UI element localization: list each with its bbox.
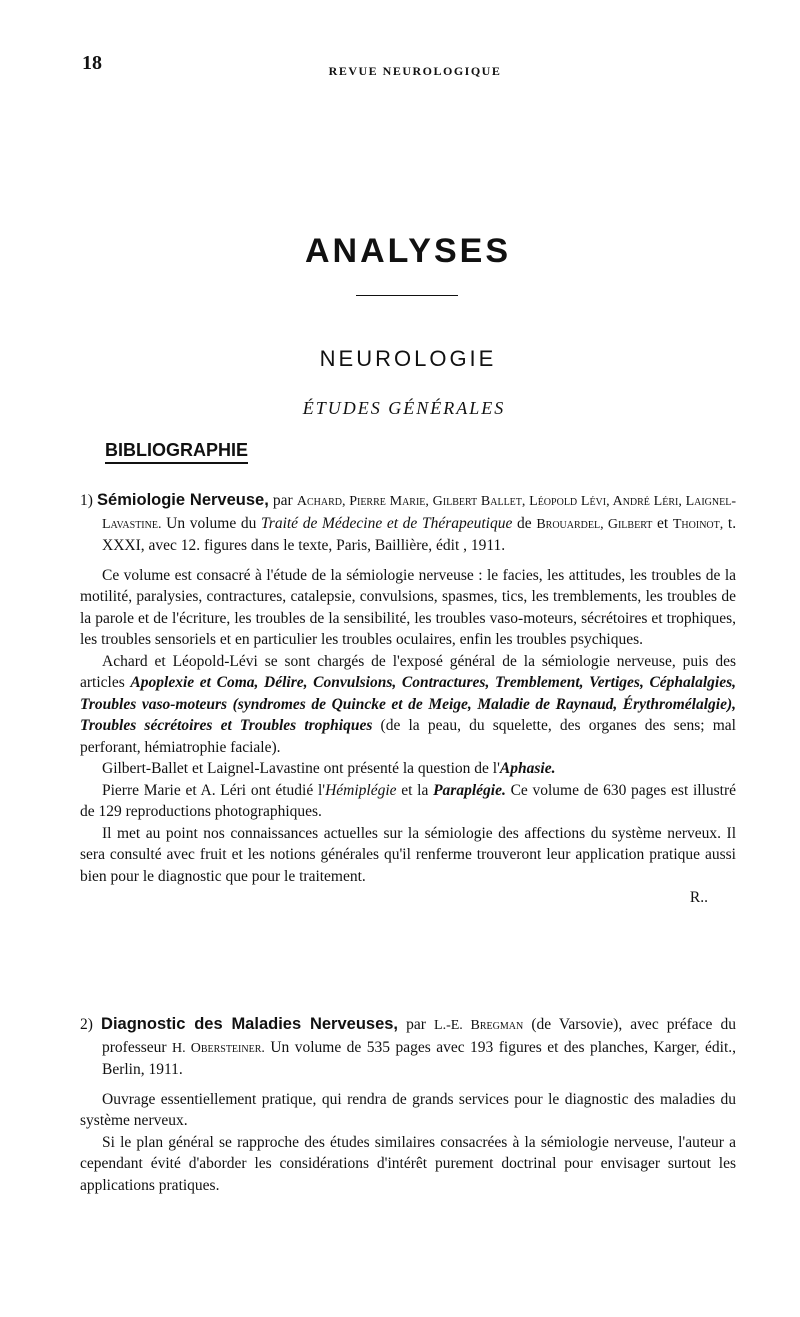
- by-word: par: [272, 492, 293, 509]
- paragraph: Ce volume est consacré à l'étude de la sémiologie nerveuse : le facies, les attitudes, les troubles de la motilité, paralysies, contractures, catalepsie, convulsions, spasmes, tics, les tremblements, les troubles de la parole et de l'écriture, les troubles de la sensibilité, les troubles vaso-moteurs, sécrétoires et trophiques, les troubles sensoriels et en particulier les troubles oculaires, enfin les troubles psychiques.: [80, 566, 736, 648]
- topic: Aphasie.: [499, 760, 556, 777]
- entry-number: 2): [80, 1016, 93, 1033]
- paragraph-text: Ce volume de 630 pages est illustré de 129 reproductions photographiques.: [80, 781, 737, 820]
- topic: Paraplégie.: [433, 781, 506, 799]
- subsection-title: ÉTUDES GÉNÉRALES: [302, 398, 506, 418]
- title-divider: [356, 295, 458, 296]
- citation-text: t. XXXI, avec 12. figures dans le texte, Paris, Baillière, édit , 1911.: [102, 514, 737, 554]
- entry-number: 1): [80, 492, 93, 509]
- reviewer-signature: R..: [689, 889, 708, 906]
- bibliography-heading: BIBLIOGRAPHIE: [105, 440, 248, 464]
- review-entry-1: [80, 490, 736, 909]
- citation-text: de: [517, 514, 532, 532]
- running-header: REVUE NEUROLOGIQUE: [328, 64, 502, 78]
- by-word: par: [406, 1016, 426, 1033]
- paragraph-text: et la: [401, 781, 429, 799]
- paragraph-text: (de la peau, du squelette, des organes des sens; mal perforant, hémiatrophie faciale).: [80, 717, 736, 756]
- section-title: NEUROLOGIE: [319, 346, 497, 371]
- paragraph: [80, 651, 736, 759]
- paragraph-text: Pierre Marie et A. Léri ont étudié l': [102, 781, 326, 799]
- paragraph: [80, 758, 736, 780]
- citation-text: (de Varsovie), avec préface du professeur: [102, 1016, 736, 1056]
- citation-text: Un volume de 535 pages avec 193 figures et des planches, Karger, édit., Berlin, 1911.: [102, 1038, 736, 1078]
- citation-text: Un volume du: [166, 514, 257, 532]
- paragraph-text: Achard et Léopold-Lévi se sont chargés de l'exposé général de la sémiologie nerveuse, puis des articles: [80, 652, 736, 691]
- page-title: ANALYSES: [304, 232, 512, 270]
- paragraph: Si le plan général se rapproche des études similaires consacrées à la sémiologie nerveuse, l'auteur a cependant évité d'aborder les considérations d'intérêt purement doctrinal pour envisager surtout les applications pratiques.: [80, 1133, 736, 1194]
- paragraph: Ouvrage essentiellement pratique, qui rendra de grands services pour le diagnostic des maladies du système nerveux.: [80, 1090, 736, 1129]
- entry-1-citation: [80, 490, 736, 557]
- paragraph-text: Gilbert-Ballet et Laignel-Lavastine ont présenté la question de l': [102, 760, 500, 777]
- entry-author: L.-E. Bregman: [434, 1018, 524, 1033]
- review-entry-2: [80, 1014, 736, 1196]
- paragraph: Il met au point nos connaissances actuelles sur la sémiologie des affections du système nerveux. Il sera consulté avec fruit et les notions générales qu'il renferme trouveront leur application pratique aussi bien pour le diagnostic que pour le traitement.: [80, 824, 736, 885]
- editor-names: Brouardel, Gilbert: [536, 516, 653, 532]
- paragraph: [80, 780, 736, 823]
- topic-list: Apoplexie et Coma, Délire, Convulsions, Contractures, Tremblement, Vertiges, Céphalalgies, Troubles vaso-moteurs (syndromes de Quincke et de Meige, Maladie de Raynaud, Érythromélalgie), Troubles sécrétoires et Troubles trophiques: [80, 674, 737, 734]
- topic: Hémiplégie: [325, 781, 397, 799]
- page-number: 18: [82, 52, 102, 74]
- preface-author: H. Obersteiner.: [172, 1040, 265, 1056]
- entry-title: Sémiologie Nerveuse,: [97, 491, 269, 509]
- work-title: Traité de Médecine et de Thérapeutique: [261, 514, 513, 532]
- citation-text: et: [657, 514, 669, 532]
- entry-title: Diagnostic des Maladies Nerveuses,: [101, 1015, 399, 1033]
- editor-names: Thoinot,: [672, 516, 724, 532]
- entry-2-citation: [80, 1014, 736, 1081]
- entry-authors: Achard, Pierre Marie, Gilbert Ballet, Léopold Lévi, André Léri, Laignel-Lavastine.: [102, 494, 736, 532]
